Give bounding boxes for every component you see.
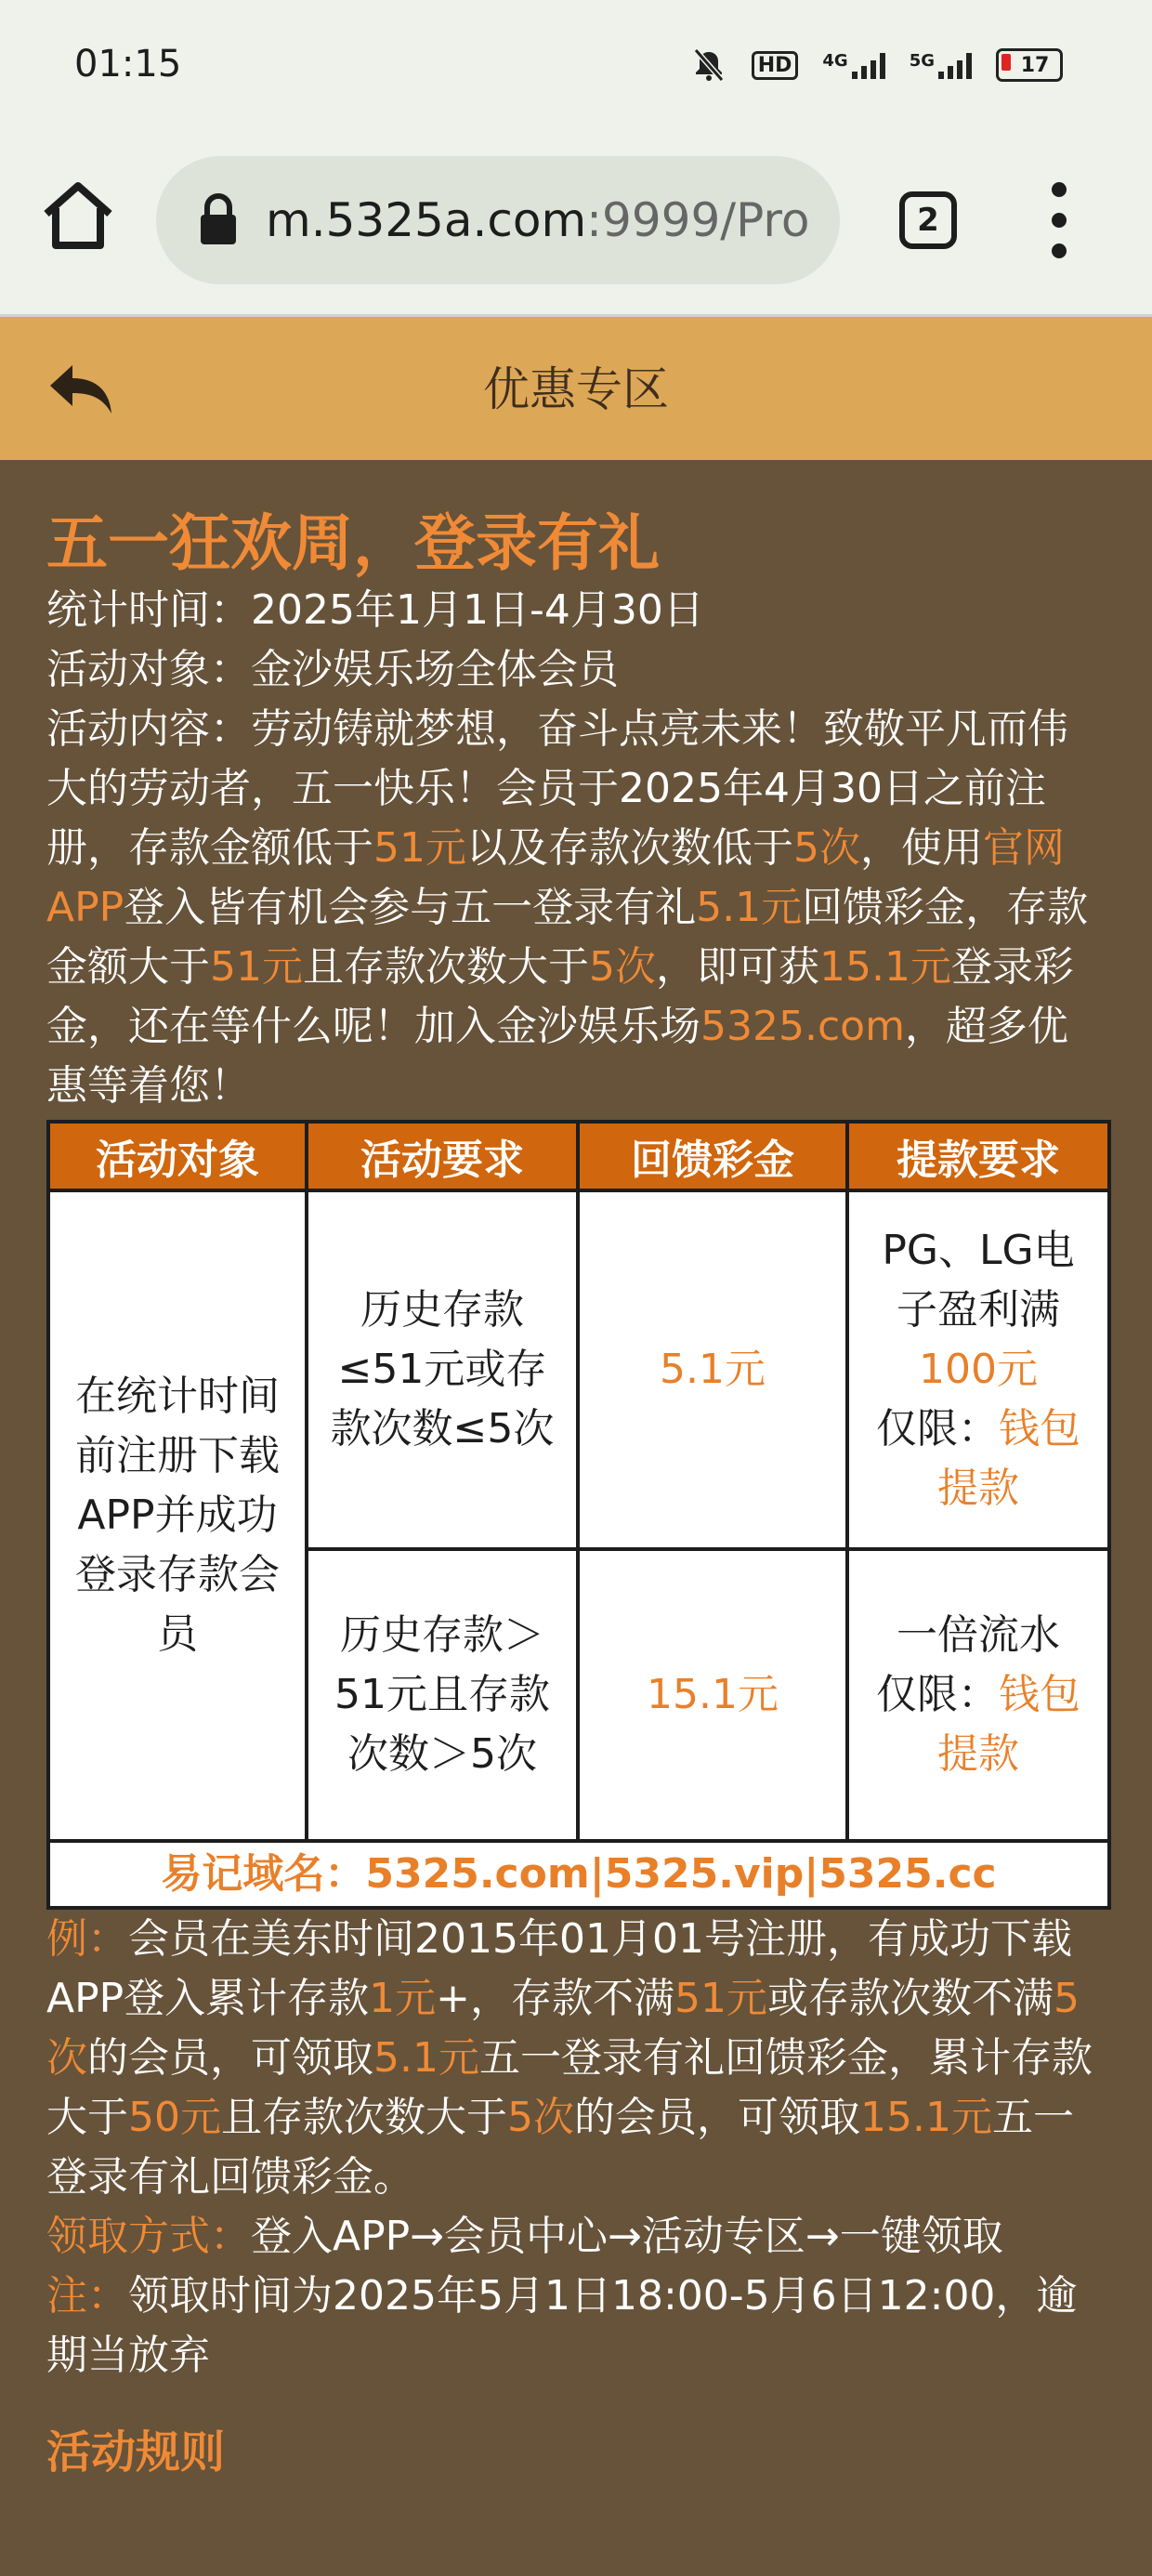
example-text: 的会员，可领取	[87, 2034, 373, 2082]
content-text: ，超多优惠等着您！	[46, 1003, 1068, 1110]
table-header: 活动要求	[307, 1122, 578, 1190]
withdraw-text: 仅限：	[876, 1405, 999, 1452]
note-text: 领取时间为2025年5月1日18:00-5月6日12:00，逾期当放弃	[46, 2272, 1078, 2379]
5g-signal-icon	[910, 51, 972, 79]
content-highlight: 51元	[210, 943, 303, 991]
note-label: 注：	[46, 2272, 128, 2320]
home-icon[interactable]	[39, 177, 117, 255]
withdraw-text: PG、LG电子盈利满	[882, 1227, 1075, 1334]
table-header-row	[48, 1122, 1109, 1190]
withdraw-highlight: 钱包提款	[937, 1405, 1080, 1512]
4g-signal-icon	[822, 51, 884, 79]
content-text: 且存款次数大于	[303, 943, 589, 991]
activity-content	[46, 700, 1106, 1116]
bonus-cell	[578, 1549, 847, 1841]
more-menu-icon[interactable]	[1041, 182, 1078, 258]
lock-icon	[197, 192, 240, 248]
withdraw-cell	[847, 1190, 1109, 1549]
stat-time: 统计时间：2025年1月1日-4月30日	[46, 586, 704, 634]
mute-bell-icon	[690, 46, 727, 84]
domain-row	[48, 1841, 1109, 1908]
requirement-cell: 历史存款≤51元或存款次数≤5次	[307, 1190, 578, 1549]
withdraw-text: 仅限：	[876, 1671, 999, 1718]
browser-toolbar	[0, 138, 1152, 317]
status-bar	[0, 0, 1152, 138]
battery-level: 17	[1020, 53, 1050, 77]
example-text: 的会员，可领取	[574, 2094, 860, 2141]
note	[46, 2267, 1106, 2385]
example-highlight: 51元	[674, 1975, 768, 2022]
content-highlight: 官网APP	[46, 824, 1065, 931]
status-icons	[690, 46, 1063, 84]
4g-label: 4G	[822, 51, 848, 71]
promo-title: 五一狂欢周，登录有礼	[46, 507, 660, 579]
domain-list: 易记域名：5325.com|5325.vip|5325.cc	[48, 1841, 1109, 1908]
promo-table	[46, 1120, 1111, 1910]
content-text: 回馈彩金，存款金额大于	[46, 884, 1089, 991]
claim-method	[46, 2207, 1106, 2267]
bonus-value: 15.1元	[647, 1671, 779, 1718]
content-highlight: 5325.com	[700, 1003, 905, 1050]
content-text: 活动内容：劳动铸就梦想，奋斗点亮未来！致敬平凡而伟大的劳动者，五一快乐！会员于2025年4月30日之前注册，存款金额低于	[46, 705, 1068, 872]
content-text: 登录彩金，还在等什么呢！加入金沙娱乐场	[46, 943, 1074, 1050]
withdraw-text: 一倍流水	[897, 1611, 1060, 1659]
battery-icon	[996, 48, 1063, 82]
example-highlight: 5次	[46, 1975, 1080, 2082]
table-header: 回馈彩金	[578, 1122, 847, 1190]
page-title: 优惠专区	[483, 362, 669, 416]
content-highlight: 15.1元	[819, 943, 951, 991]
content-text: 登入皆有机会参与五一登录有礼	[124, 884, 697, 931]
content-highlight: 51元	[373, 824, 466, 872]
example-text: 会员在美东时间2015年01月01号注册，有成功下载APP登入累计存款	[46, 1915, 1072, 2022]
example-highlight: 5.1元	[373, 2034, 479, 2082]
claim-text: 登入APP→会员中心→活动专区→一键领取	[251, 2213, 1003, 2260]
example-highlight: 1元	[369, 1975, 437, 2022]
withdraw-highlight: 钱包提款	[937, 1671, 1080, 1778]
content-text: ，即可获	[656, 943, 819, 991]
url-path: :9999/Pro	[586, 193, 810, 247]
content-text: 以及存款次数低于	[466, 824, 793, 872]
table-header: 提款要求	[847, 1122, 1109, 1190]
example-highlight: 50元	[128, 2094, 221, 2141]
example-highlight: 5次	[507, 2094, 574, 2141]
example-paragraph	[46, 1910, 1106, 2207]
withdraw-cell	[847, 1549, 1109, 1841]
rules-heading: 活动规则	[46, 2426, 226, 2478]
5g-label: 5G	[909, 51, 935, 71]
promo-content	[0, 460, 1152, 2482]
example-label: 例：	[46, 1915, 128, 1963]
example-text: 且存款次数大于	[221, 2094, 507, 2141]
activity-target: 活动对象：金沙娱乐场全体会员	[46, 646, 619, 693]
address-bar[interactable]	[156, 156, 840, 284]
table-header: 活动对象	[48, 1122, 307, 1190]
status-time: 01:15	[74, 43, 182, 85]
target-cell: 在统计时间前注册下载APP并成功登录存款会员	[48, 1190, 307, 1841]
claim-label: 领取方式：	[46, 2213, 251, 2260]
bonus-value: 5.1元	[660, 1346, 766, 1393]
page-header	[0, 317, 1152, 460]
example-text: 五一登录有礼回馈彩金。	[46, 2094, 1074, 2201]
content-highlight: 5.1元	[696, 884, 803, 931]
content-highlight: 5次	[793, 824, 860, 872]
content-highlight: 5次	[589, 943, 656, 991]
table-row	[48, 1190, 1109, 1549]
hd-icon: HD	[752, 51, 799, 80]
bonus-cell	[578, 1190, 847, 1549]
content-text: ，使用	[860, 824, 983, 872]
example-highlight: 15.1元	[860, 2094, 992, 2141]
requirement-cell: 历史存款＞51元且存款次数＞5次	[307, 1549, 578, 1841]
example-text: +，存款不满	[436, 1975, 675, 2022]
withdraw-amount: 100元	[919, 1346, 1038, 1393]
url-text	[266, 193, 809, 247]
example-text: 五一登录有礼回馈彩金，累计存款大于	[46, 2034, 1093, 2141]
example-text: 或存款次数不满	[767, 1975, 1054, 2022]
tab-switcher-button[interactable]: 2	[899, 191, 957, 249]
url-host: m.5325a.com	[266, 193, 587, 247]
